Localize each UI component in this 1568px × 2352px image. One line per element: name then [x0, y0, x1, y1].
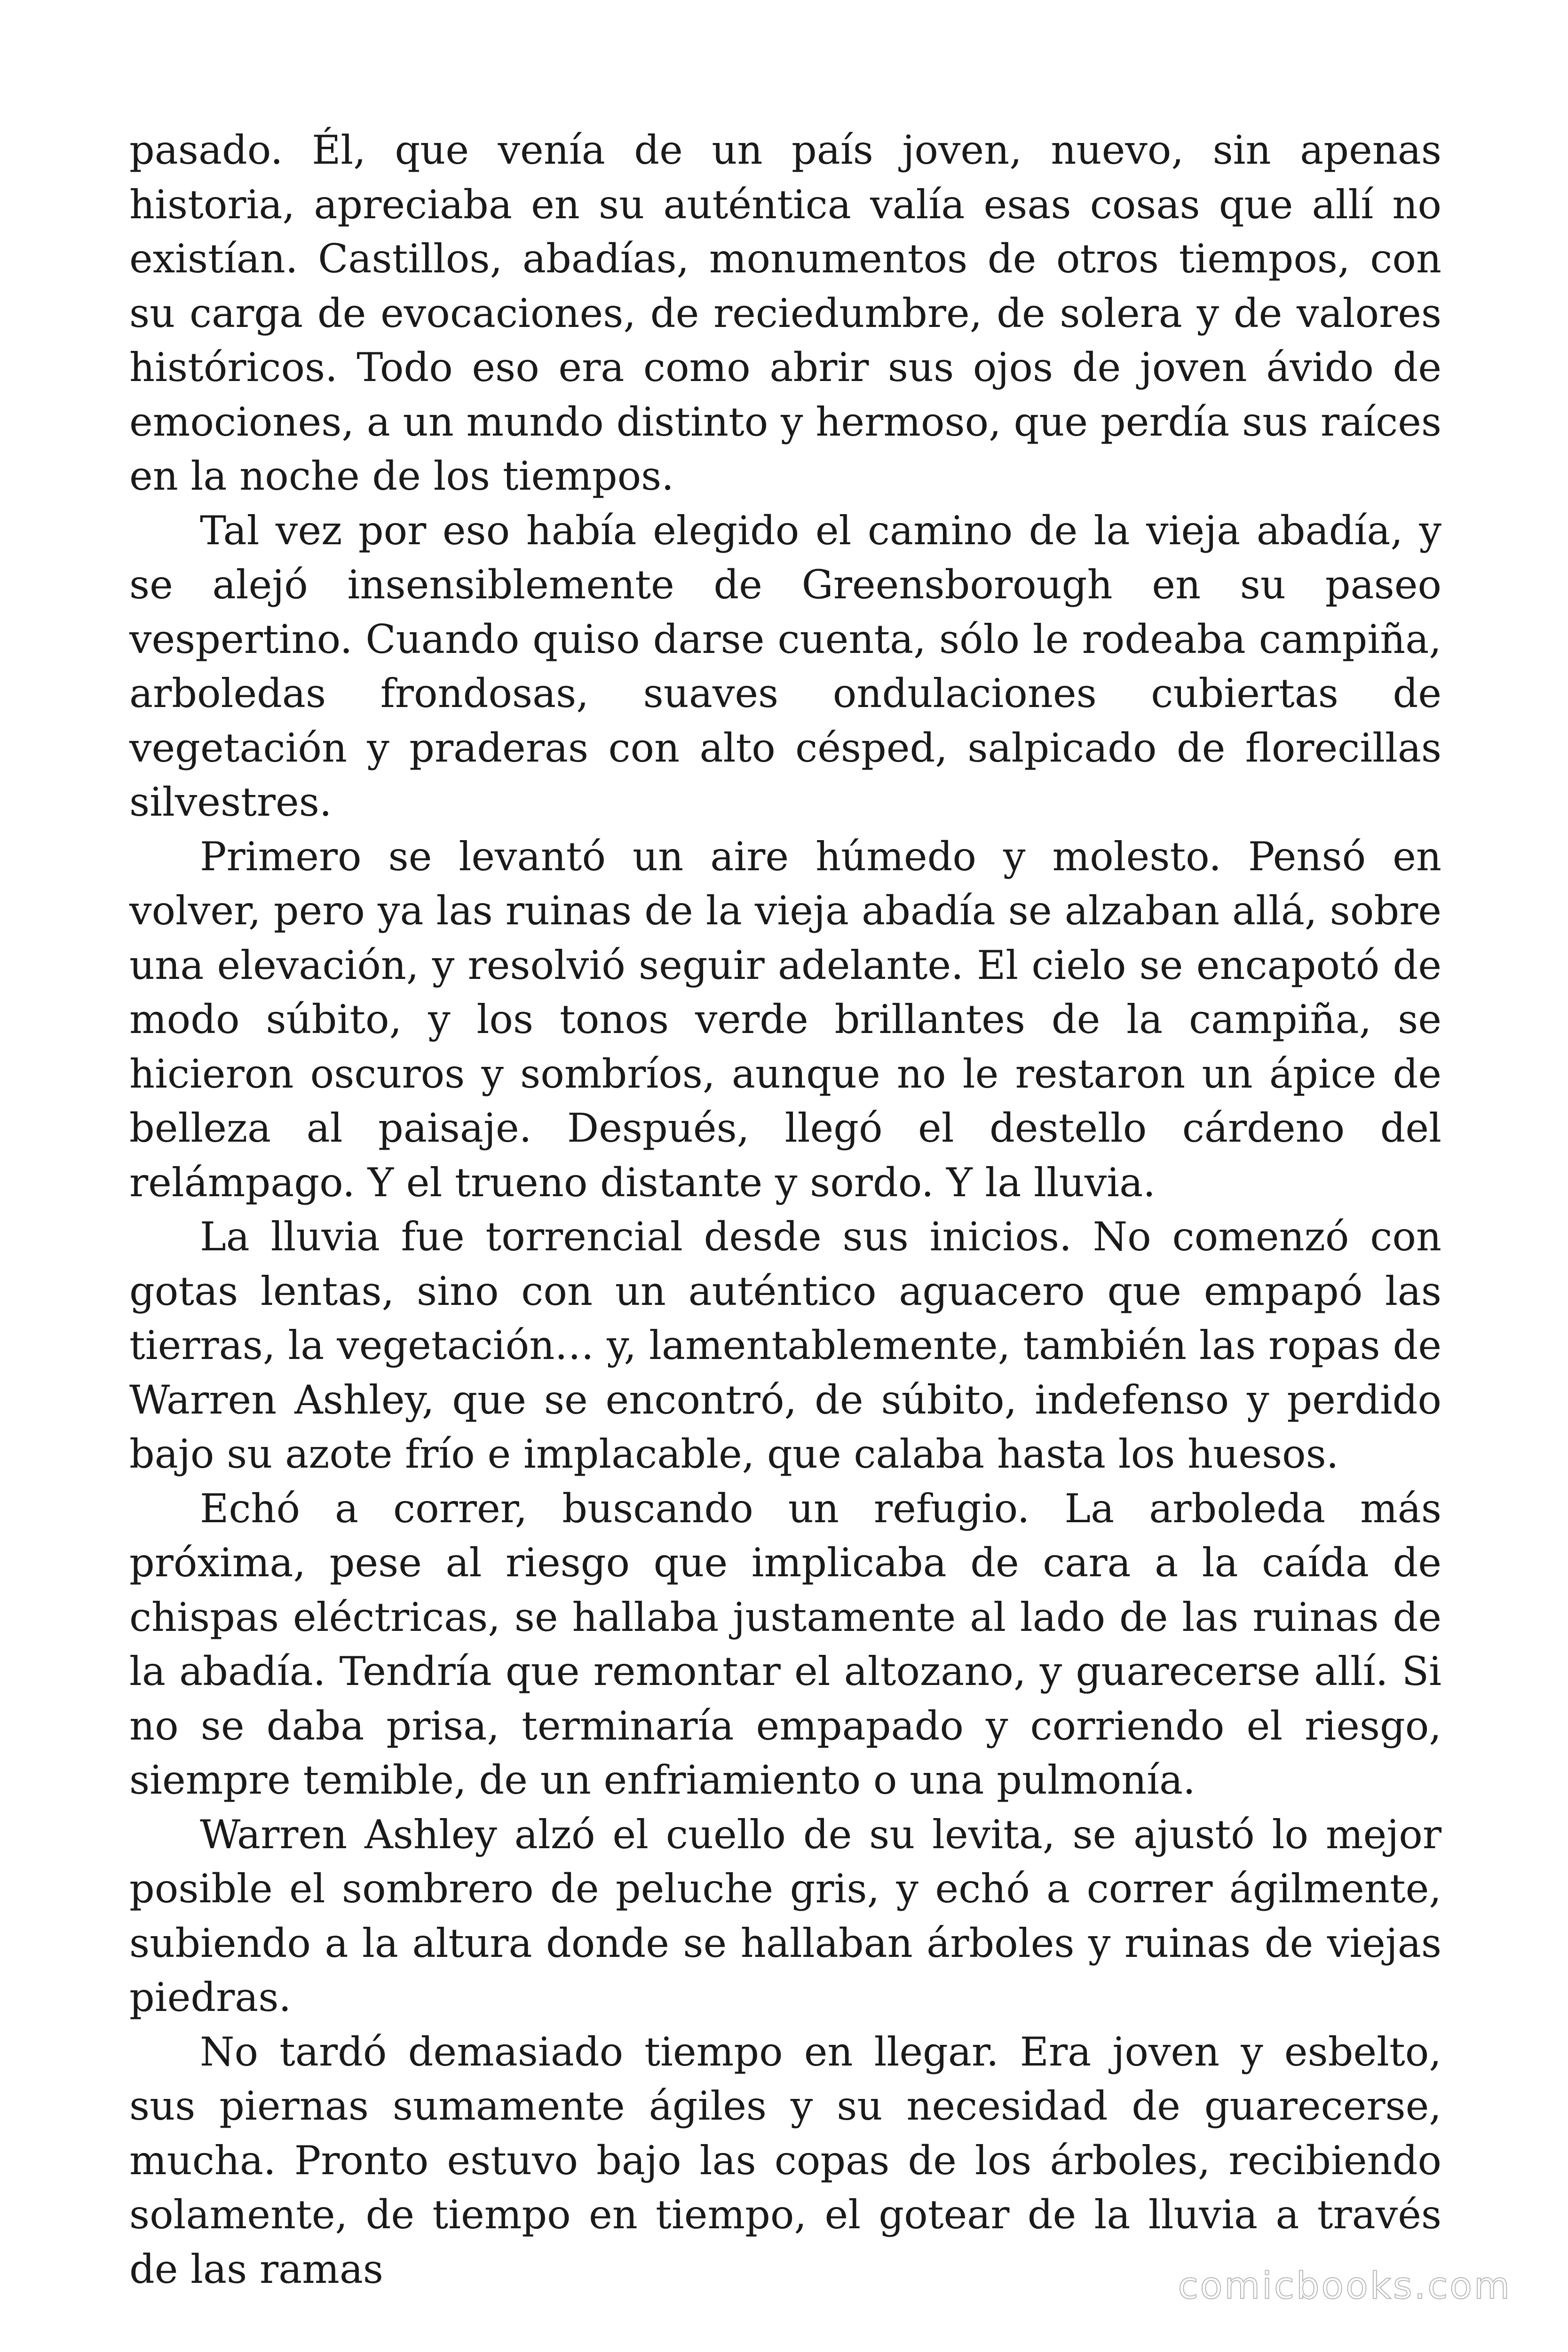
paragraph-5: Echó a correr, buscando un refugio. La arboleda más próxima, pese al riesgo que implicaba de cara a la caída de chispas eléctricas, se hallaba justamente al lado de las ruinas de la abadía. Tendría que remontar el altozano, y guarecerse allí. Si no se daba prisa, terminaría empapado y corriendo el riesgo, siempre temible, de un enfriamiento o una pulmonía.	[129, 1485, 1441, 1803]
paragraph-3: Primero se levantó un aire húmedo y molesto. Pensó en volver, pero ya las ruinas de la vieja abadía se alzaban allá, sobre una elevación, y resolvió seguir adelante. El cielo se encapotó de modo súbito, y los tonos verde brillantes de la campiña, se hicieron oscuros y sombríos, aunque no le restaron un ápice de belleza al paisaje. Después, llegó el destello cárdeno del relámpago. Y el trueno distante y sordo. Y la lluvia.	[129, 833, 1441, 1206]
paragraph-4: La lluvia fue torrencial desde sus inicios. No comenzó con gotas lentas, sino con un auténtico aguacero que empapó las tierras, la vegetación… y, lamentablemente, también las ropas de Warren Ashley, que se encontró, de súbito, indefenso y perdido bajo su azote frío e implacable, que calaba hasta los huesos.	[129, 1214, 1441, 1477]
paragraph-1: pasado. Él, que venía de un país joven, nuevo, sin apenas historia, apreciaba en su auténtica valía esas cosas que allí no existían. Castillos, abadías, monumentos de otros tiempos, con su carga de evocaciones, de reciedumbre, de solera y de valores históricos. Todo eso era como abrir sus ojos de joven ávido de emociones, a un mundo distinto y hermoso, que perdía sus raíces en la noche de los tiempos.	[129, 127, 1441, 499]
paragraph-7: No tardó demasiado tiempo en llegar. Era joven y esbelto, sus piernas sumamente ágiles y su necesidad de guarecerse, mucha. Pronto estuvo bajo las copas de los árboles, recibiendo solamente, de tiempo en tiempo, el gotear de la lluvia a través de las ramas	[129, 2028, 1441, 2292]
body-text	[129, 123, 1441, 2296]
watermark: comicbooks.com	[1178, 2265, 1512, 2307]
paragraph-2: Tal vez por eso había elegido el camino de la vieja abadía, y se alejó insensiblemente de Greensborough en su paseo vespertino. Cuando quiso darse cuenta, sólo le rodeaba campiña, arboledas frondosas, suaves ondulaciones cubiertas de vegetación y praderas con alto césped, salpicado de florecillas silvestres.	[129, 507, 1441, 825]
paragraph-6: Warren Ashley alzó el cuello de su levita, se ajustó lo mejor posible el sombrero de peluche gris, y echó a correr ágilmente, subiendo a la altura donde se hallaban árboles y ruinas de viejas piedras.	[129, 1811, 1441, 2020]
